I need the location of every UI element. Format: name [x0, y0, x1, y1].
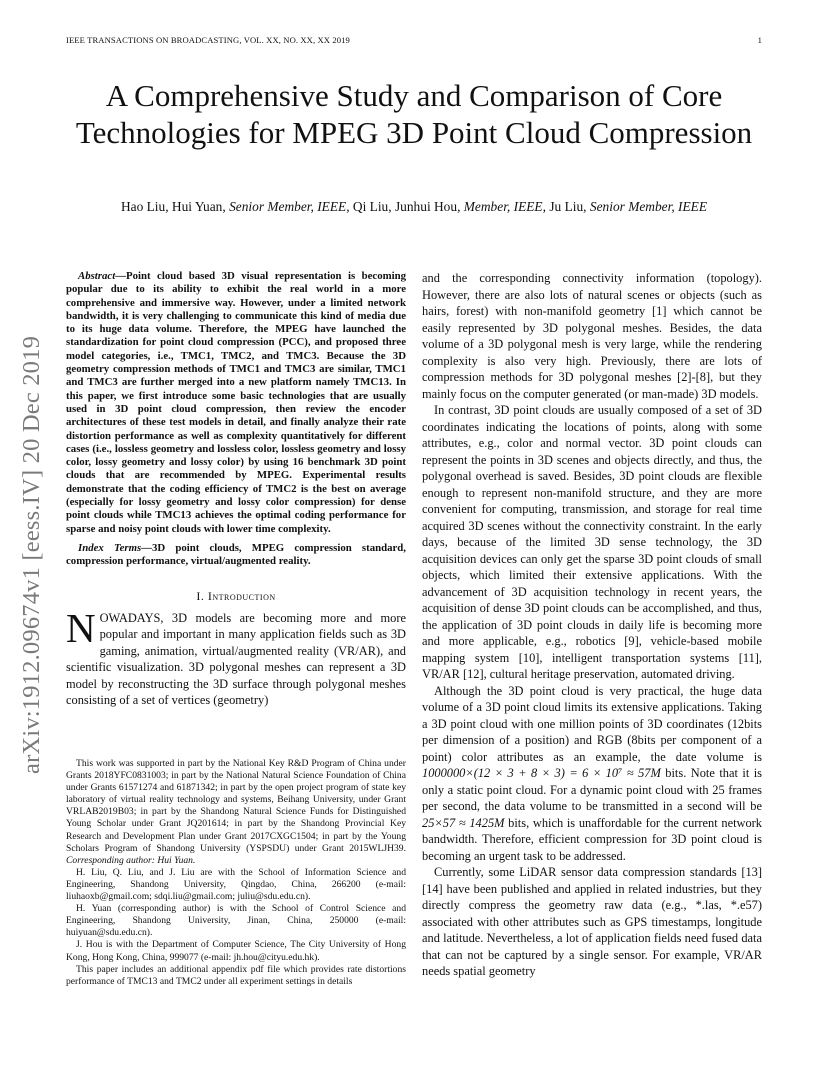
index-terms: [66, 542, 406, 569]
paper-title: A Comprehensive Study and Comparison of Core Technologies for MPEG 3D Point Cloud Compression: [75, 78, 753, 150]
footnote-affiliation-3: J. Hou is with the Department of Computer Science, The City University of Hong Kong, Hong Kong, China, 999077 (e-mail: jh.hou@cityu.edu.hk).: [66, 939, 406, 963]
abstract-label: Abstract: [78, 270, 116, 282]
intro-paragraph: [66, 604, 406, 709]
equation-data-volume: 1000000×(12 × 3 + 8 × 3) = 6 × 10⁷ ≈ 57M: [422, 766, 661, 780]
right-paragraph-3-b: bits. Note that it is only a static point cloud. For a dynamic point cloud with 25 frames per second, the data volume to be transmitted in a second will be: [422, 766, 762, 813]
drop-cap: N: [66, 604, 96, 651]
author-group-2: Qi Liu, Junhui Hou,: [352, 199, 461, 214]
abstract-text: —Point cloud based 3D visual representation is becoming popular due to its ability to exhibit the real world in a more comprehensive and immersive way. However, under a limited network bandwidth, it is very challenging to communicate this kind of media due to its huge data volume. Therefore, the MPEG have launched the standardization for point cloud compression (PCC), and proposed three model categories, i.e., TMC1, TMC2, and TMC3. Because the 3D geometry compression methods of TMC1 and TMC3 are similar, TMC1 and TMC3 are further merged into a new platform namely TMC13. In this paper, we first introduce some basic technologies that are usually used in 3D point cloud compression, then review the encoder architectures of these test models in detail, and finally analyze their rate distortion performance as well as complexity quantitatively for different cases (i.e., lossless geometry and lossless color, lossless geometry and lossy color, lossy geometry and lossy color) by using 16 benchmark 3D point clouds that are recommended by MPEG. Experimental results demonstrate that the coding efficiency of TMC2 is the best on average (especially for lossy geometry and lossy color compression) for dense point clouds while TMC13 achieves the optimal coding performance for sparse and noisy point clouds with lower time complexity.: [66, 270, 406, 535]
author-list: [40, 199, 788, 215]
arxiv-stamp: arXiv:1912.09674v1 [eess.IV] 20 Dec 2019: [18, 335, 45, 774]
footnote-corresponding: Corresponding author: Hui Yuan.: [66, 854, 196, 866]
author-group-1: Hao Liu, Hui Yuan,: [120, 199, 226, 214]
footnote-funding: [66, 758, 406, 867]
right-paragraph-3: [422, 683, 762, 865]
right-paragraph-1: and the corresponding connectivity information (topology). However, there are also lots of natural scenes or objects (such as hairs, forest) with non-manifold geometry [1] which cannot be easily represented by 3D polygonal meshes. Besides, the data volume of a 3D polygonal mesh is very large, while the rendering complexity is also very high. Previously, there are lots of compression methods for 3D polygonal meshes [2]-[8], but they mainly focus on the computer generated (or man-made) 3D models.: [422, 271, 762, 401]
equation-dynamic-volume: 25×57 ≈ 1425M: [422, 815, 505, 830]
author-role-1: Senior Member, IEEE,: [229, 199, 350, 214]
section-heading-introduction: I. Introduction: [196, 588, 276, 603]
right-column: [422, 270, 762, 980]
right-paragraph-3-a: Although the 3D point cloud is very practical, the huge data volume of a 3D point cloud limits its extensive applications. Taking a 3D point cloud with one million points of 3D coordinates (12bits per dimension of a position) and RGB (8bits per component of a point) color attributes as an example, the date volume is: [422, 683, 762, 764]
footnotes: [66, 758, 406, 988]
running-head: [66, 35, 762, 45]
footnote-appendix: This paper includes an additional appendix pdf file which provides rate distortions performance of TMC13 and TMC2 under all experiment settings in details: [66, 963, 406, 987]
left-column: [66, 270, 406, 709]
index-terms-label: Index Terms: [78, 541, 142, 554]
abstract: [66, 270, 406, 536]
author-role-3: Senior Member, IEEE: [589, 199, 708, 214]
page-number: 1: [757, 35, 762, 45]
right-paragraph-2: In contrast, 3D point clouds are usually composed of a set of 3D coordinates indicating the locations of points, along with some attributes, e.g., color and normal vector. 3D point clouds can represent the points in 3D scenes and objects directly, and thus, the polygonal overhead is saved. Besides, 3D point clouds are flexible enough to represent non-manifold structure, and they are more convenient for computing, transmission, and storage for real time acquired 3D scenes without the connectivity constraint. In the early days, because of the limited 3D sense technology, the 3D acquisition devices can only get the sparse 3D point clouds of small objects, which limited their extensive applications. With the advancement of 3D acquisition technology in recent years, the acquisition of dense 3D point clouds can be accomplished, and thus, the application of 3D point clouds in daily life is becoming more and more applicable, e.g., robotics [9], vehicle-based mobile mapping system [10], intelligent transportation systems [11], VR/AR [12], cultural heritage preservation, automated driving.: [422, 403, 762, 681]
footnote-affiliation-1: H. Liu, Q. Liu, and J. Liu are with the School of Information Science and Engineering, Shandong University, Qingdao, China, 266200 (e-mail: liuhaoxb@gmail.com; sdqi.liu@gmail.com; juliu@sdu.edu.cn).: [66, 866, 406, 903]
journal-name: IEEE TRANSACTIONS ON BROADCASTING, VOL. XX, NO. XX, XX 2019: [66, 35, 350, 45]
index-terms-text: —3D point clouds, MPEG compression standard, compression performance, virtual/augmented reality.: [66, 541, 406, 568]
author-role-2: Member, IEEE,: [463, 199, 546, 214]
footnote-funding-text: This work was supported in part by the National Key R&D Program of China under Grants 2018YFC0831003; in part by the National Natural Science Foundation of China under Grants 61571274 and 61871342; in part by the open project program of state key laboratory of virtual reality technology and systems, Beihang University, under Grant VRLAB2019B03; in part by the Shandong Natural Science Funds for Distinguished Young Scholar under Grant JQ201614; in part by the Shandong Provincial Key Research and Development Plan under Grant 2017CXGC1504; in part by the Young Scholars Program of Shandong University (YSPSDU) under Grant 2015WLJH39.: [66, 758, 406, 854]
footnote-affiliation-2: H. Yuan (corresponding author) is with the School of Control Science and Engineering, Shandong University, Jinan, China, 250000 (e-mail: huiyuan@sdu.edu.cn).: [66, 903, 406, 939]
intro-paragraph-text: OWADAYS, 3D models are becoming more and more popular and important in many application fields such as 3D gaming, animation, virtual/augmented reality (VR/AR), and scientific visualization. 3D polygonal meshes can represent a 3D model by reconstructing the 3D surface through polygonal meshes consisting of a set of vertices (geometry): [66, 610, 406, 708]
author-group-3: Ju Liu,: [549, 199, 587, 214]
right-paragraph-3-c: bits, which is unaffordable for the current network bandwidth. Therefore, efficient compression for 3D point cloud is becoming an urgent task to be addressed.: [422, 815, 763, 863]
right-paragraph-4: Currently, some LiDAR sensor data compression standards [13][14] have been published and applied in related industries, but they directly compress the geometry raw data (e.g., *.las, *.e57) associated with other attributes such as GPS timestamps, longitude and latitude. Nevertheless, a lot of application fields need fused data that can not be captured by a single sensor. For example, VR/AR needs spatial geometry: [422, 865, 762, 978]
